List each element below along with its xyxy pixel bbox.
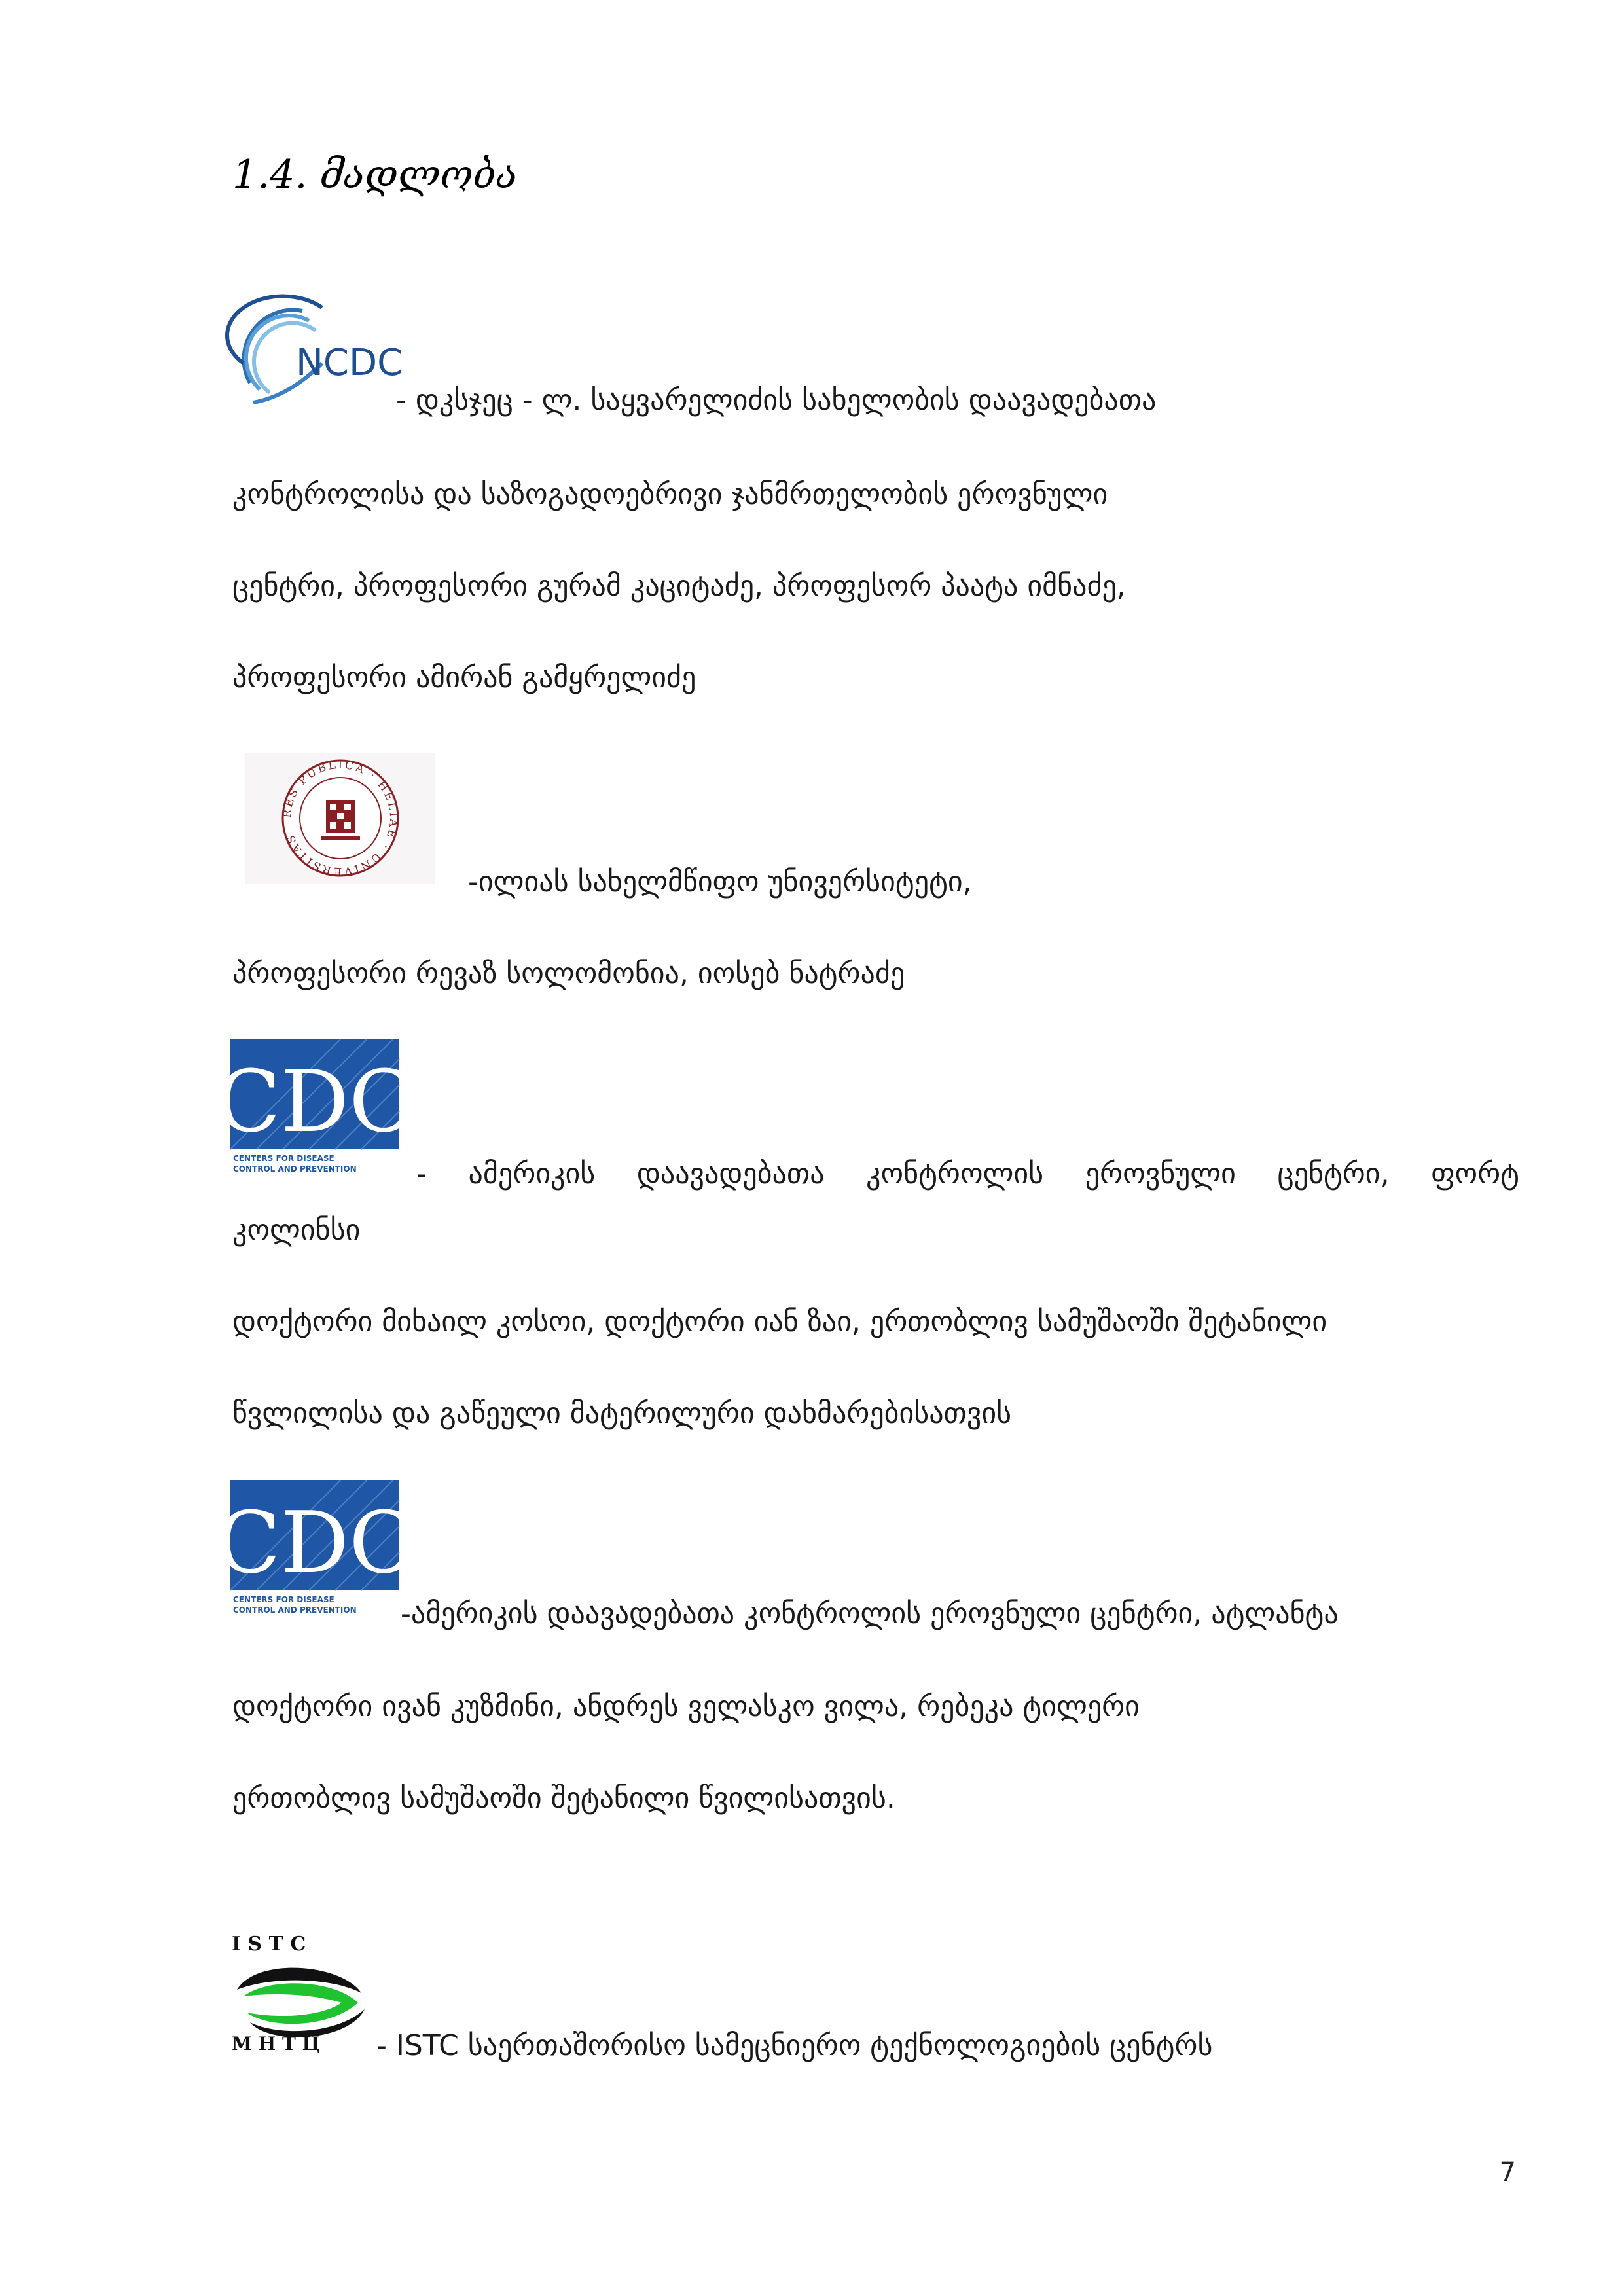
cdc-logo — [215, 1039, 414, 1174]
istc-line-1: - ISTC საერთაშორისო სამეცნიერო ტექნოლოგიების ცენტრს — [376, 2029, 1213, 2062]
ncdc-logo — [230, 298, 403, 409]
istc-icon — [230, 1931, 378, 2055]
cdc-fort-line-1 — [416, 1155, 1519, 1194]
cdc-logo — [215, 1480, 414, 1615]
cdc-fort-line-2: კოლინსი — [232, 1213, 361, 1247]
istc-logo — [230, 1931, 378, 2055]
ncdc-globe-icon — [230, 298, 403, 409]
word: ამერიკის — [468, 1157, 596, 1191]
cdc-atlanta-line-2: დოქტორი ივან კუზმინი, ანდრეს ველასკო ვილა, რებეკა ტილერი — [232, 1690, 1140, 1723]
cdc-fort-line-4: წვლილისა და გაწეული მატერილური დახმარებისათვის — [232, 1397, 1012, 1430]
cdc-icon — [215, 1480, 414, 1615]
ilia-line-1: -ილიას სახელმწიფო უნივერსიტეტი, — [468, 865, 972, 899]
ncdc-line-2: კონტროლისა და საზოგადოებრივი ჯანმრთელობის ეროვნული — [232, 478, 1108, 511]
cdc-logo-subtext-1: CENTERS FOR DISEASE — [233, 1154, 334, 1163]
cdc-logo-subtext-1: CENTERS FOR DISEASE — [233, 1595, 334, 1604]
cdc-fort-line-3: დოქტორი მიხაილ კოსოი, დოქტორი იან ზაი, ერთობლივ სამუშაოში შეტანილი — [232, 1305, 1327, 1338]
ilia-university-seal — [245, 753, 435, 884]
cdc-atlanta-line-3: ერთობლივ სამუშაოში შეტანილი წვილისათვის. — [232, 1782, 895, 1815]
ncdc-line-1: - დკსჯეც - ლ. საყვარელიძის სახელობის დაავადებათა — [396, 384, 1157, 417]
ilia-line-2: პროფესორი რევაზ სოლომონია, იოსებ ნატრაძე — [232, 957, 905, 990]
section-heading: 1.4. მადლობა — [232, 152, 518, 198]
word: დაავადებათა — [636, 1157, 825, 1191]
cdc-logo-subtext-2: CONTROL AND PREVENTION — [233, 1605, 357, 1615]
ncdc-line-4: პროფესორი ამირან გამყრელიძე — [232, 661, 696, 694]
page-number: 7 — [1499, 2157, 1516, 2187]
istc-top-text: I S T C — [232, 1933, 306, 1956]
word: ფორტ — [1431, 1157, 1519, 1191]
cdc-logo-subtext-2: CONTROL AND PREVENTION — [233, 1164, 357, 1174]
seal-text: RES PUBLICA · HELIAE · UNIVERSITAS — [280, 758, 401, 878]
ncdc-logo-text: NCDC — [296, 342, 403, 384]
word: კონტროლის — [866, 1157, 1044, 1191]
university-seal-icon — [245, 753, 435, 884]
word: ეროვნული — [1085, 1157, 1236, 1191]
word: - — [416, 1157, 427, 1191]
ncdc-line-3: ცენტრი, პროფესორი გურამ კაციტაძე, პროფესორ პაატა იმნაძე, — [232, 569, 1126, 603]
cdc-logo-text: CDC — [215, 1493, 414, 1592]
cdc-atlanta-line-1: -ამერიკის დაავადებათა კონტროლის ეროვნული ცენტრი, ატლანტა — [401, 1597, 1339, 1630]
cdc-icon — [215, 1039, 414, 1174]
cdc-logo-text: CDC — [215, 1052, 414, 1151]
istc-bottom-text: М Н Т Ц — [232, 2033, 320, 2054]
word: ცენტრი, — [1277, 1157, 1390, 1191]
